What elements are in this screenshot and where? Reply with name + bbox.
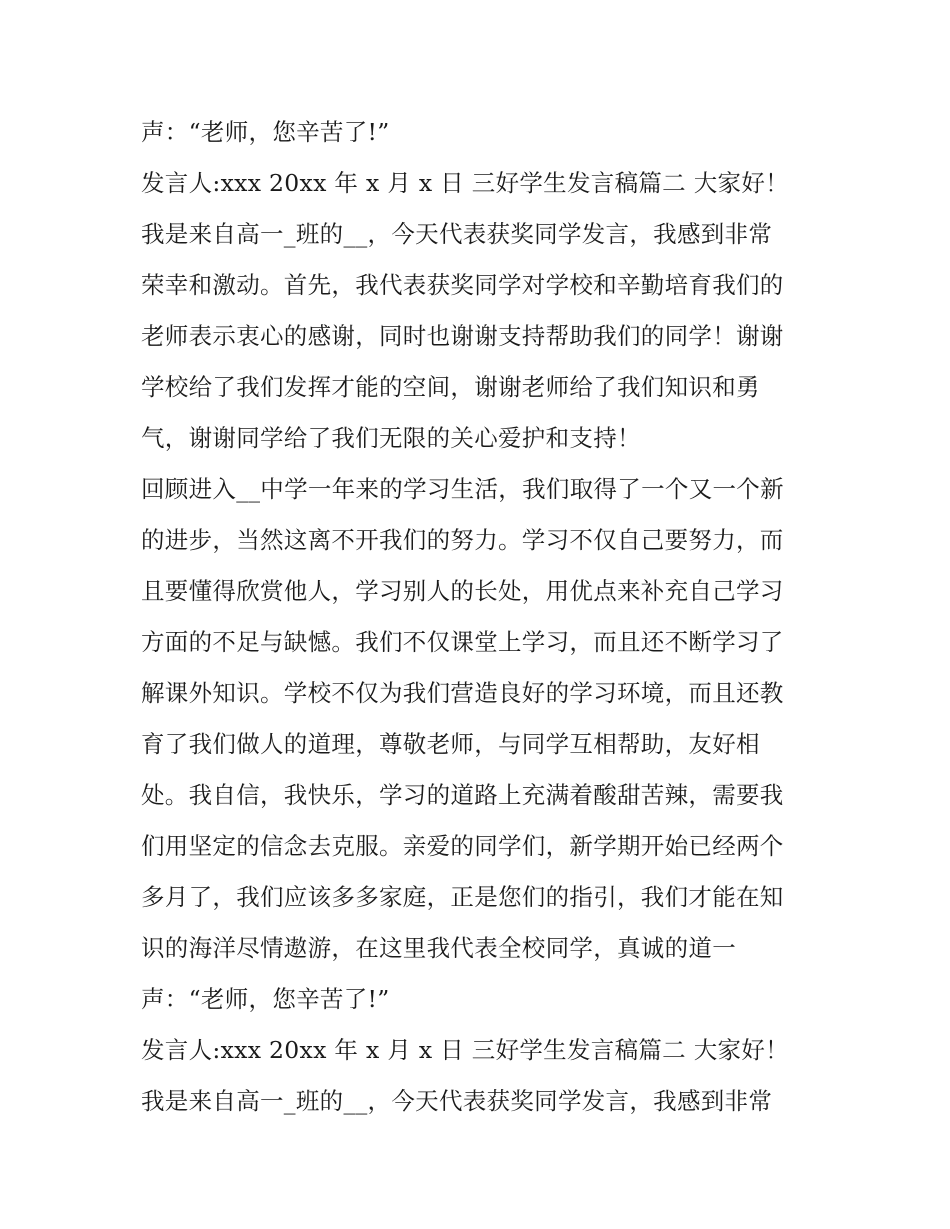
text-line: 的进步，当然这离不开我们的努力。学习不仅自己要努力，而 [141,526,784,554]
text-line: 声：“老师，您辛苦了!” [141,118,390,146]
text-line: 我是来自高一_班的__，今天代表获奖同学发言，我感到非常 [141,220,773,248]
text-line: 方面的不足与缺憾。我们不仅课堂上学习，而且还不断学习了 [141,628,784,656]
text-line: 且要懂得欣赏他人，学习别人的长处，用优点来补充自己学习 [141,577,784,605]
text-line: 发言人:xxx 20xx 年 x 月 x 日 三好学生发言稿篇二 大家好！ [141,1036,789,1064]
text-line: 发言人:xxx 20xx 年 x 月 x 日 三好学生发言稿篇二 大家好！ [141,169,789,197]
text-line: 们用坚定的信念去克服。亲爱的同学们，新学期开始已经两个 [141,832,784,860]
text-line: 声：“老师，您辛苦了!” [141,985,390,1013]
text-line: 荣幸和激动。首先，我代表获奖同学对学校和辛勤培育我们的 [141,271,784,299]
text-line: 多月了，我们应该多多家庭，正是您们的指引，我们才能在知 [141,883,784,911]
text-line: 育了我们做人的道理，尊敬老师，与同学互相帮助，友好相 [141,730,760,758]
text-line: 处。我自信，我快乐，学习的道路上充满着酸甜苦辣，需要我 [141,781,784,809]
document-body [141,107,821,1127]
text-line: 老师表示衷心的感谢，同时也谢谢支持帮助我们的同学！谢谢 [141,322,784,350]
text-line: 回顾进入__中学一年来的学习生活，我们取得了一个又一个新 [141,475,784,503]
text-line: 气，谢谢同学给了我们无限的关心爱护和支持！ [141,424,641,452]
text-line: 解课外知识。学校不仅为我们营造良好的学习环境，而且还教 [141,679,784,707]
text-line: 我是来自高一_班的__，今天代表获奖同学发言，我感到非常 [141,1087,773,1115]
text-line: 识的海洋尽情遨游，在这里我代表全校同学，真诚的道一 [141,934,736,962]
text-line: 学校给了我们发挥才能的空间，谢谢老师给了我们知识和勇 [141,373,760,401]
